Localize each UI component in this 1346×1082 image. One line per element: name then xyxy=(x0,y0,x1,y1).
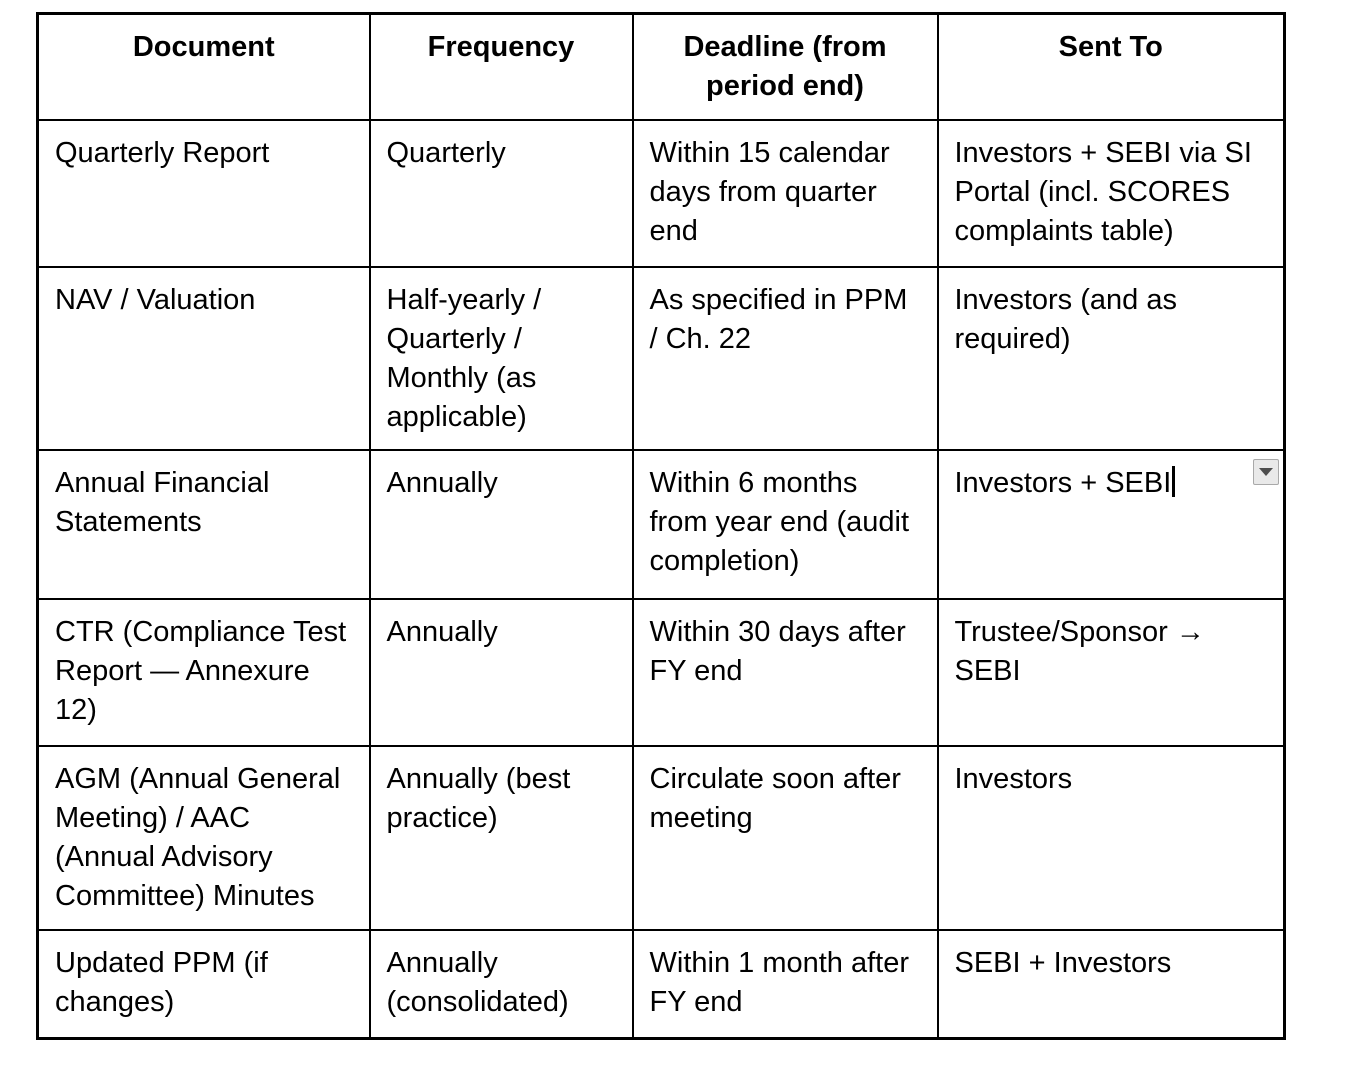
cell-text: Half-yearly / Quarterly / Monthly (as applicable) xyxy=(386,283,542,433)
column-header-label: Deadline (from period end) xyxy=(683,31,887,102)
cell-text: AGM (Annual General Meeting) / AAC (Annual Advisory Committee) Minutes xyxy=(55,762,341,912)
column-header-document[interactable] xyxy=(38,14,370,120)
table-row xyxy=(38,746,1285,930)
cell-text: Circulate soon after meeting xyxy=(649,762,901,834)
cell-frequency[interactable] xyxy=(370,450,633,599)
cell-text: Investors + SEBI xyxy=(954,466,1172,499)
table-row xyxy=(38,930,1285,1039)
cell-frequency[interactable] xyxy=(370,930,633,1039)
header-row xyxy=(38,14,1285,120)
column-header-label: Frequency xyxy=(427,31,575,63)
column-header-label: Document xyxy=(132,31,275,63)
cell-deadline[interactable] xyxy=(633,120,938,267)
cell-frequency[interactable] xyxy=(370,599,633,746)
cell-document[interactable] xyxy=(38,930,370,1039)
cell-document[interactable] xyxy=(38,120,370,267)
cell-sent-to[interactable] xyxy=(938,267,1285,450)
cell-document[interactable] xyxy=(38,599,370,746)
cell-sent-to[interactable] xyxy=(938,120,1285,267)
cell-text: Quarterly Report xyxy=(55,136,270,169)
cell-text: Annually (consolidated) xyxy=(386,946,569,1018)
column-header-sent-to[interactable] xyxy=(938,14,1285,120)
cell-deadline[interactable] xyxy=(633,746,938,930)
cell-frequency[interactable] xyxy=(370,746,633,930)
cell-deadline[interactable] xyxy=(633,599,938,746)
cell-text: Quarterly xyxy=(386,136,506,169)
cell-sent-to[interactable] xyxy=(938,930,1285,1039)
cell-text: Annually xyxy=(386,466,498,499)
cell-text: Within 6 months from year end (audit completion) xyxy=(649,466,910,577)
column-header-deadline[interactable] xyxy=(633,14,938,120)
cell-sent-to[interactable] xyxy=(938,599,1285,746)
cell-sent-to-active[interactable] xyxy=(938,450,1285,599)
cell-deadline[interactable] xyxy=(633,267,938,450)
cell-text: Within 30 days after FY end xyxy=(649,615,906,687)
cell-deadline[interactable] xyxy=(633,930,938,1039)
cell-text: SEBI + Investors xyxy=(954,946,1172,979)
cell-document[interactable] xyxy=(38,746,370,930)
cell-text: Investors (and as required) xyxy=(954,283,1177,355)
cell-text: As specified in PPM / Ch. 22 xyxy=(649,283,908,355)
cell-dropdown-button[interactable] xyxy=(1253,459,1279,485)
column-header-label: Sent To xyxy=(1058,31,1163,63)
cell-text: Within 15 calendar days from quarter end xyxy=(649,136,890,247)
cell-text: Annually xyxy=(386,615,498,648)
cell-frequency[interactable] xyxy=(370,120,633,267)
table-row xyxy=(38,120,1285,267)
cell-deadline[interactable] xyxy=(633,450,938,599)
compliance-documents-table xyxy=(36,12,1286,1040)
cell-text: Investors + SEBI via SI Portal (incl. SCORES complaints table) xyxy=(954,136,1252,247)
text-cursor xyxy=(1172,466,1175,497)
cell-text: Within 1 month after FY end xyxy=(649,946,909,1018)
cell-text: Investors xyxy=(954,762,1073,795)
cell-text: Trustee/Sponsor → SEBI xyxy=(954,615,1205,687)
cell-text: Annually (best practice) xyxy=(386,762,571,834)
table-row xyxy=(38,599,1285,746)
cell-text: Annual Financial Statements xyxy=(55,466,270,538)
cell-document[interactable] xyxy=(38,450,370,599)
cell-text: NAV / Valuation xyxy=(55,283,256,316)
column-header-frequency[interactable] xyxy=(370,14,633,120)
table-row xyxy=(38,267,1285,450)
cell-text: CTR (Compliance Test Report — Annexure 12) xyxy=(55,615,347,726)
cell-document[interactable] xyxy=(38,267,370,450)
cell-frequency[interactable] xyxy=(370,267,633,450)
table-row xyxy=(38,450,1285,599)
chevron-down-icon xyxy=(1259,468,1273,476)
cell-sent-to[interactable] xyxy=(938,746,1285,930)
cell-text: Updated PPM (if changes) xyxy=(55,946,268,1018)
